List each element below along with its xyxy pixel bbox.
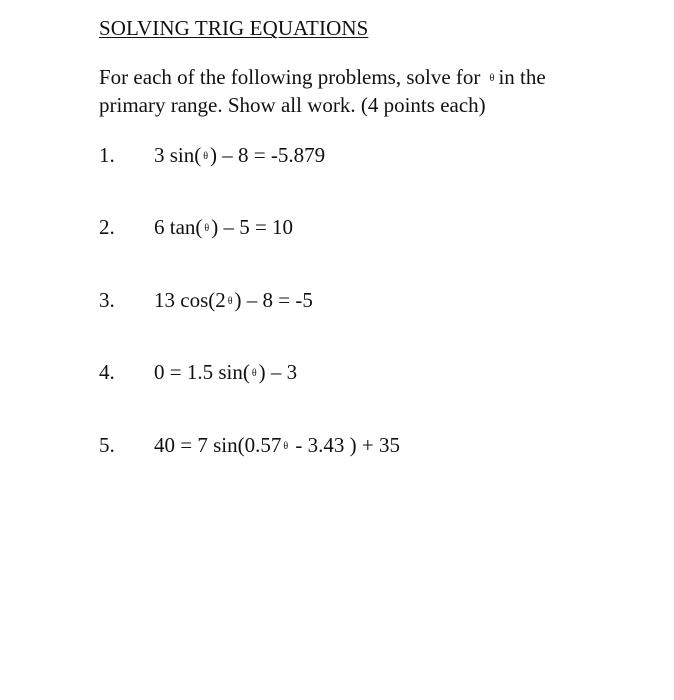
equation-left: 13 cos(2	[154, 288, 226, 312]
equation-left: 0 = 1.5 sin(	[154, 360, 250, 384]
theta-symbol: θ	[251, 368, 257, 379]
problem-number: 3.	[99, 288, 115, 312]
problem-number: 4.	[99, 360, 115, 384]
problem-equation	[154, 286, 313, 316]
equation-right: ) – 8 = -5.879	[210, 143, 326, 167]
instructions-line-1: For each of the following problems, solve for θ in the	[99, 65, 546, 89]
equation-left: 40 = 7 sin(0.57	[154, 433, 282, 457]
equation-right: ) – 3	[258, 360, 298, 384]
instructions	[99, 64, 619, 119]
equation-left: 3 sin(	[154, 143, 202, 167]
equation-left: 6 tan(	[154, 215, 203, 239]
equation-right: ) – 8 = -5	[234, 288, 313, 312]
equation-right: - 3.43 ) + 35	[290, 433, 400, 457]
instructions-line-2: primary range. Show all work. (4 points each)	[99, 93, 486, 117]
instructions-text-before-theta: For each of the following problems, solve for	[99, 65, 481, 89]
problem-equation	[154, 213, 293, 243]
problem-number: 2.	[99, 215, 115, 239]
problem-equation	[154, 431, 400, 461]
problem-equation	[154, 141, 325, 171]
worksheet-title: SOLVING TRIG EQUATIONS	[99, 16, 369, 40]
problem-number: 5.	[99, 433, 115, 457]
equation-right: ) – 5 = 10	[211, 215, 294, 239]
theta-symbol: θ	[489, 73, 495, 84]
problem-number: 1.	[99, 143, 115, 167]
theta-symbol: θ	[227, 296, 233, 307]
theta-symbol: θ	[283, 441, 289, 452]
problem-equation	[154, 358, 297, 388]
theta-symbol: θ	[203, 151, 209, 162]
theta-symbol: θ	[204, 223, 210, 234]
